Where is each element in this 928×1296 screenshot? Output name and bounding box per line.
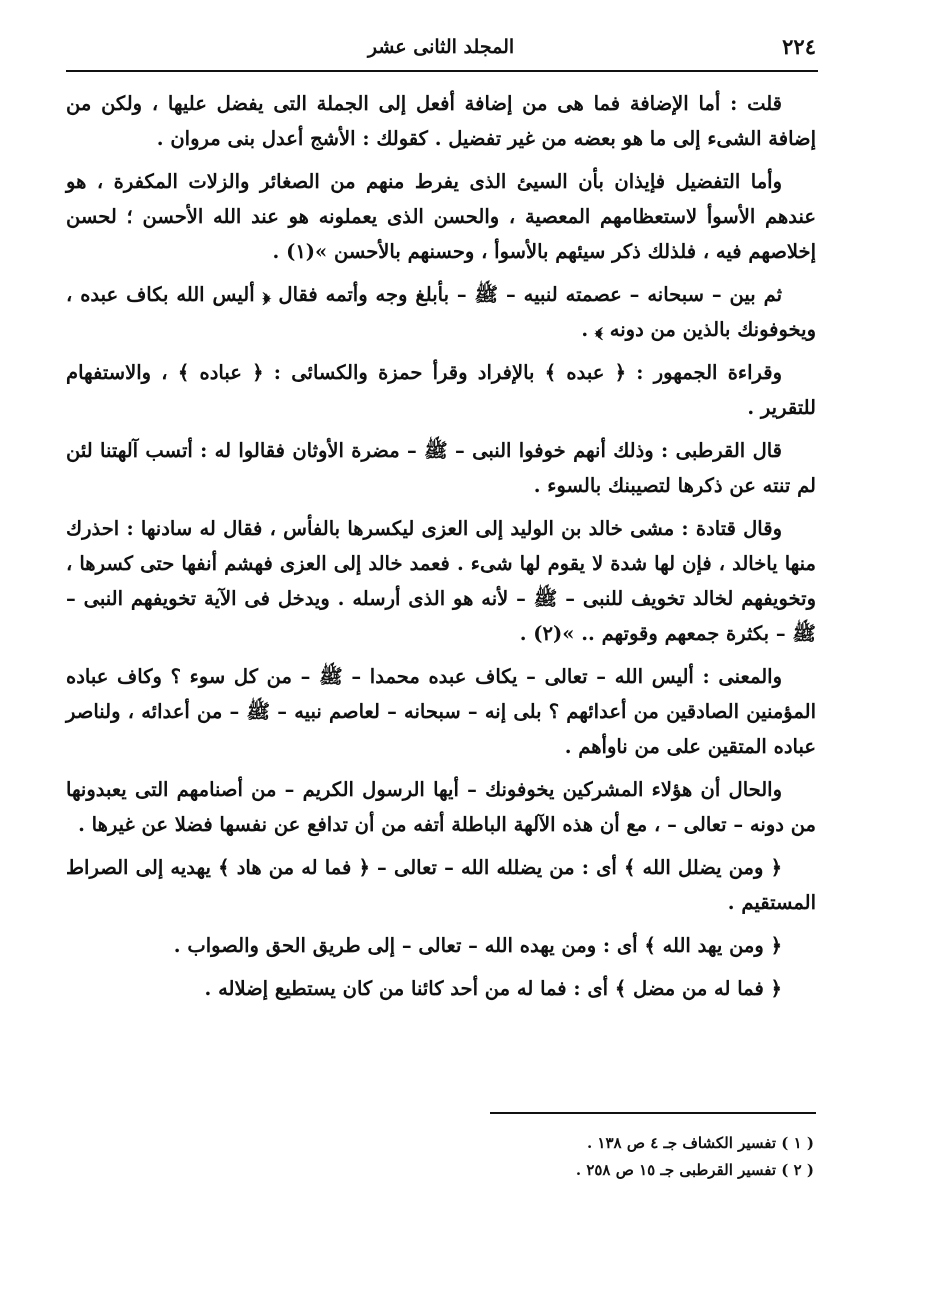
footnotes <box>320 1130 816 1184</box>
paragraph: قال القرطبى : وذلك أنهم خوفوا النبى – ﷺ – مضرة الأوثان فقالوا له : أتسب آلهتنا لئن لم تنته عن ذكرها لتصيبنك بالسوء . <box>66 439 816 497</box>
footnote-2: ( ٢ ) تفسير القرطبى جـ ١٥ ص ٢٥٨ . <box>575 1161 814 1179</box>
paragraph: ﴿ ومن يضلل الله ﴾ أى : من يضلله الله – تعالى – ﴿ فما له من هاد ﴾ يهديه إلى الصراط المستقيم . <box>66 856 816 914</box>
paragraph: ﴿ فما له من مضل ﴾ أى : فما له من أحد كائنا من كان يستطيع إضلاله . <box>204 977 782 1000</box>
header-divider <box>66 70 818 72</box>
paragraph: والحال أن هؤلاء المشركين يخوفونك – أيها الرسول الكريم – من أصنامهم التى يعبدونها من دونه – تعالى – ، مع أن هذه الآلهة الباطلة أتفه من أن تدافع عن نفسها فضلا عن غيرها . <box>66 778 816 836</box>
paragraph: وأما التفضيل فإيذان بأن السيئ الذى يفرط منهم من الصغائر والزلات المكفرة ، هو عندهم الأسوأ لاستعظامهم المعصية ، والحسن الذى يعملونه هو عند الله الأحسن ؛ لحسن إخلاصهم فيه ، فلذلك ذكر سيئهم بالأسوأ ، وحسنهم بالأحسن »(١) . <box>66 170 816 263</box>
paragraph: والمعنى : أليس الله – تعالى – يكاف عبده محمدا – ﷺ – من كل سوء ؟ وكاف عباده المؤمنين الصادقين من أعدائهم ؟ بلى إنه – سبحانه – لعاصم نبيه – ﷺ – من أعدائه ، ولناصر عباده المتقين على من ناوأهم . <box>66 665 816 758</box>
footnote-1: ( ١ ) تفسير الكشاف جـ ٤ ص ١٣٨ . <box>586 1134 814 1152</box>
paragraph: ثم بين – سبحانه – عصمته لنبيه – ﷺ – بأبلغ وجه وأتمه فقال ﴿ أليس الله بكاف عبده ، ويخوفونك بالذين من دونه ﴾ . <box>66 283 816 341</box>
footnote-divider <box>490 1112 816 1114</box>
page-header <box>66 34 816 68</box>
main-text <box>66 86 816 1014</box>
paragraph: ﴿ ومن يهد الله ﴾ أى : ومن يهده الله – تعالى – إلى طريق الحق والصواب . <box>173 934 782 957</box>
paragraph: وقراءة الجمهور : ﴿ عبده ﴾ بالإفراد وقرأ حمزة والكسائى : ﴿ عباده ﴾ ، والاستفهام للتقرير . <box>66 361 816 419</box>
paragraph: قلت : أما الإضافة فما هى من إضافة أفعل إلى الجملة التى يفضل عليها ، ولكن من إضافة الشىء إلى ما هو بعضه من غير تفضيل . كقولك : الأشج أعدل بنى مروان . <box>66 92 816 150</box>
running-title: المجلد الثانى عشر <box>367 36 515 58</box>
paragraph: وقال قتادة : مشى خالد بن الوليد إلى العزى ليكسرها بالفأس ، فقال له سادنها : احذرك منها ياخالد ، فإن لها شدة لا يقوم لها شىء . فعمد خالد إلى العزى فهشم أنفها حتى كسرها ، وتخويفهم لخالد تخويف للنبى – ﷺ – لأنه هو الذى أرسله . ويدخل فى الآية تخويفهم النبى – ﷺ – بكثرة جمعهم وقوتهم .. »(٢) . <box>66 517 816 645</box>
page-number: ٢٢٤ <box>782 34 816 59</box>
